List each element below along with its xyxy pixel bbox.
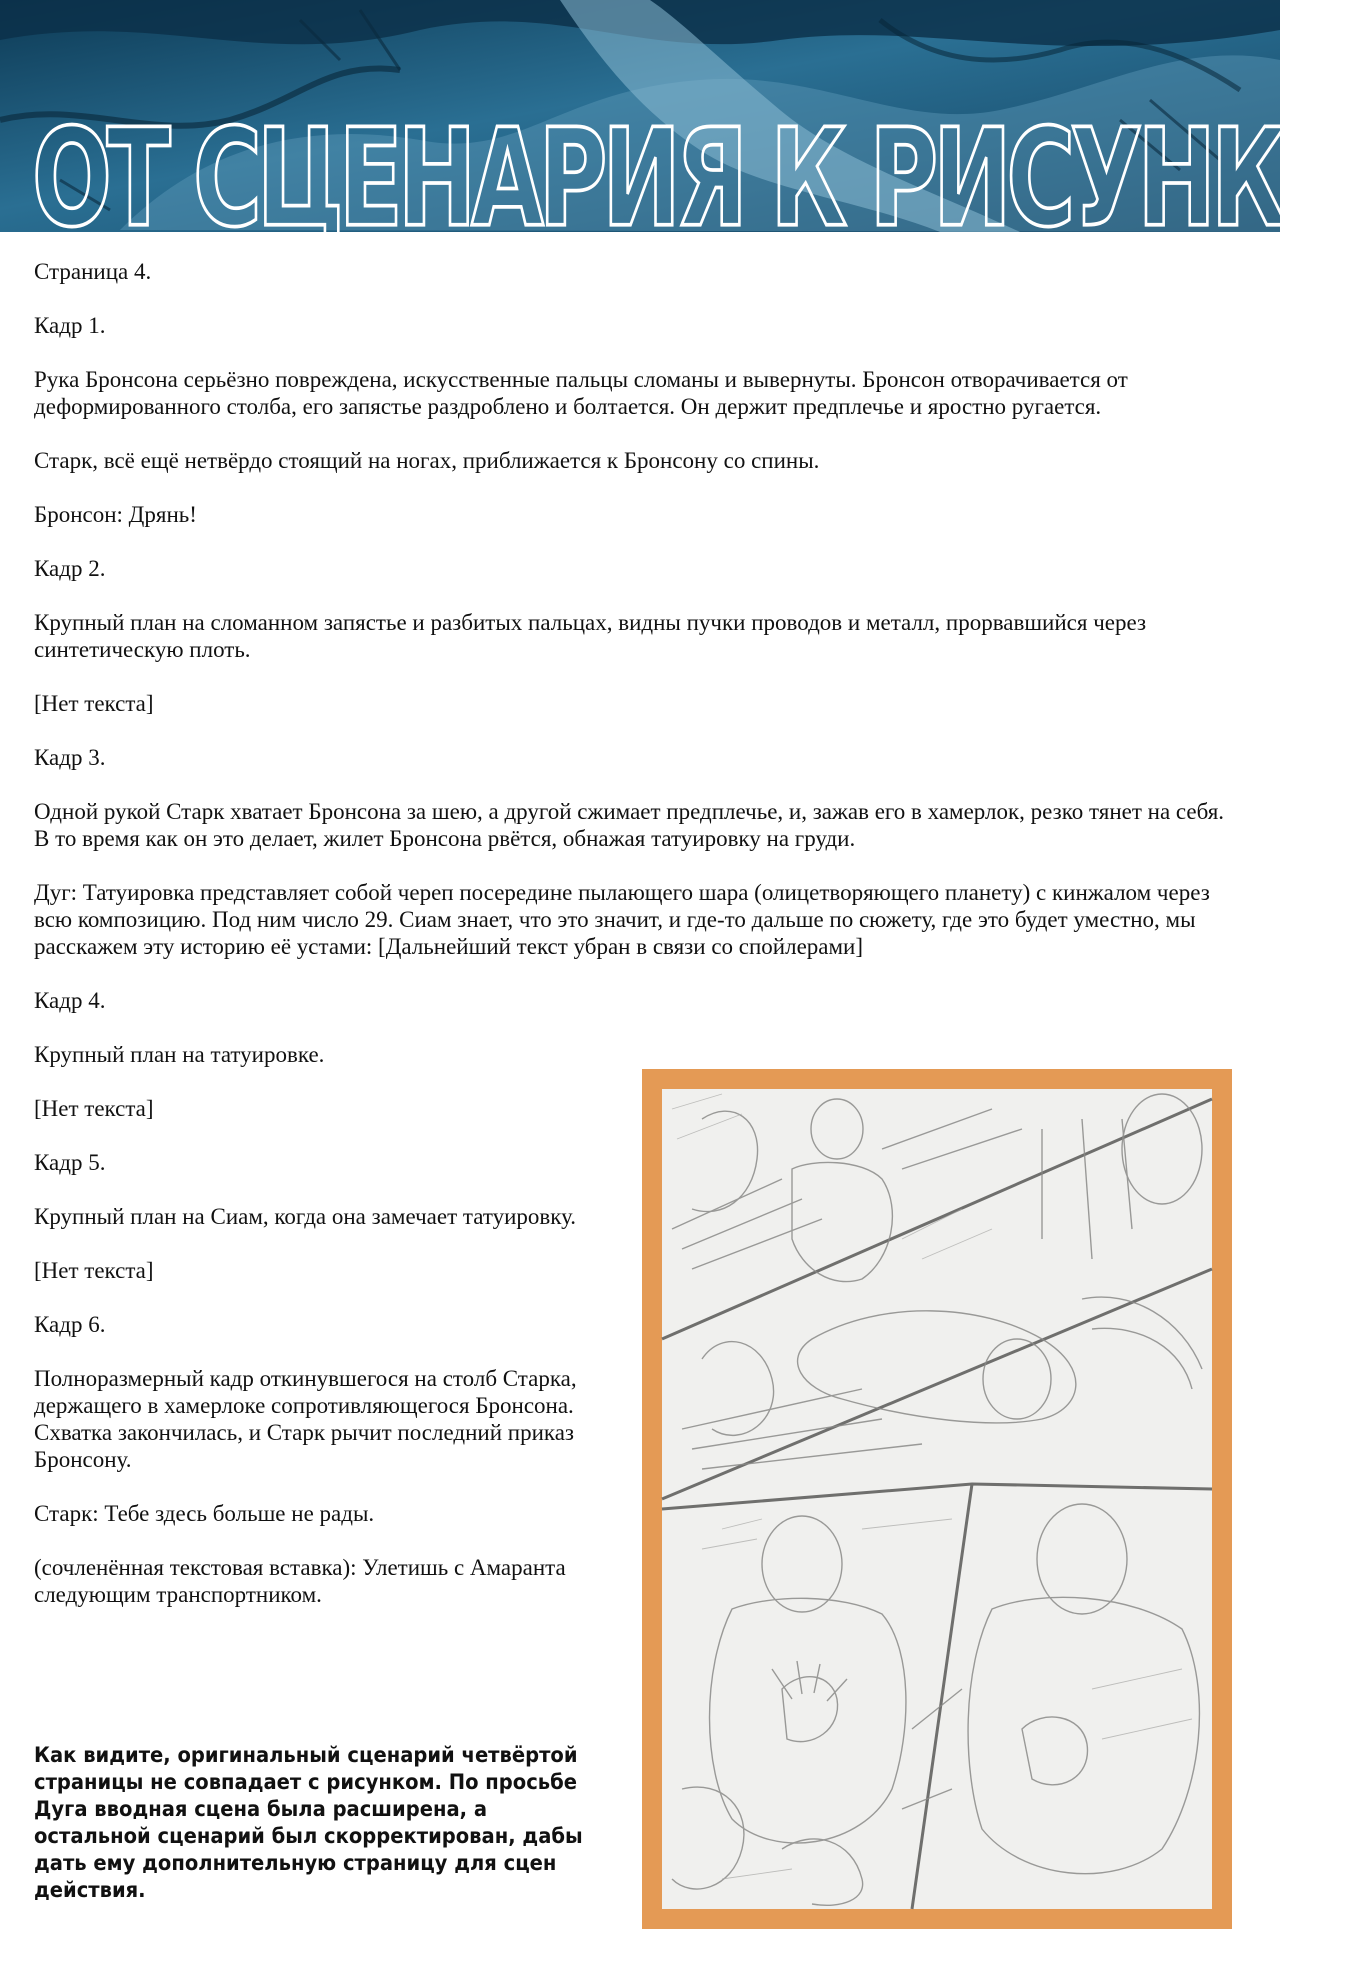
panel-1-label: Кадр 1. [34, 313, 106, 338]
page-title: ОТ СЦЕНАРИЯ К РИСУНКУ [32, 101, 1350, 258]
panel-6-caption: (сочленённая текстовая вставка): Улетишь с Амаранта следующим транспортником. [34, 1555, 566, 1607]
panel-6-description: Полноразмерный кадр откинувшегося на столб Старка, держащего в хамерлоке сопротивляющегося Бронсона. Схватка закончилась, и Старк рычит последний приказ Бронсону. [34, 1366, 577, 1472]
panel-3-description: Одной рукой Старк хватает Бронсона за шею, а другой сжимает предплечье, и, зажав его в хамерлок, резко тянет на себя. В то время как он это делает, жилет Бронсона рвётся, обнажая татуировку на груди. [34, 799, 1225, 851]
panel-2-label: Кадр 2. [34, 556, 106, 581]
pencil-sketch [662, 1089, 1212, 1909]
panel-6-dialogue: Старк: Тебе здесь больше не рады. [34, 1501, 375, 1526]
panel-border-4 [912, 1484, 972, 1909]
panel-5-label: Кадр 5. [34, 1150, 106, 1175]
panel-1-dialogue: Бронсон: Дрянь! [34, 502, 197, 527]
panel-border-3 [662, 1484, 1212, 1509]
panel-3-note: Дуг: Татуировка представляет собой череп посередине пылающего шара (олицетворяющего планету) с кинжалом через всю композицию. Под ним число 29. Сиам знает, что это значит, и где-то дальше по сюжету, где это будет уместно, мы расскажем эту историю её устами: [Дальнейший текст убран в связи со спойлерами] [34, 880, 1210, 959]
panel-1-description-2: Старк, всё ещё нетвёрдо стоящий на ногах, приближается к Бронсону со спины. [34, 448, 820, 473]
panel-2-dialogue: [Нет текста] [34, 691, 154, 716]
sketch-drawing [662, 1089, 1212, 1909]
page-number: Страница 4. [34, 259, 152, 284]
panel-5-description: Крупный план на Сиам, когда она замечает татуировку. [34, 1204, 577, 1229]
panel-3-label: Кадр 3. [34, 745, 106, 770]
panel-2-description: Крупный план на сломанном запястье и разбитых пальцах, видны пучки проводов и металл, прорвавшийся через синтетическую плоть. [34, 610, 1147, 662]
pencil-sketch-frame [642, 1069, 1232, 1929]
header-banner [0, 0, 1350, 258]
panel-4-label: Кадр 4. [34, 988, 106, 1013]
panel-4-description: Крупный план на татуировке. [34, 1042, 325, 1067]
panel-6-label: Кадр 6. [34, 1312, 106, 1337]
panel-1-description: Рука Бронсона серьёзно повреждена, искусственные пальцы сломаны и вывернуты. Бронсон отворачивается от деформированного столба, его запястье раздроблено и болтается. Он держит предплечье и яростно ругается. [34, 367, 1128, 419]
panel-5-dialogue: [Нет текста] [34, 1258, 154, 1283]
panel-4-dialogue: [Нет текста] [34, 1096, 154, 1121]
editor-note: Как видите, оригинальный сценарий четвёртой страницы не совпадает с рисунком. По просьбе Дуга вводная сцена была расширена, а остальной сценарий был скорректирован, дабы дать ему дополнительную страницу для сцен действия. [34, 1743, 583, 1902]
